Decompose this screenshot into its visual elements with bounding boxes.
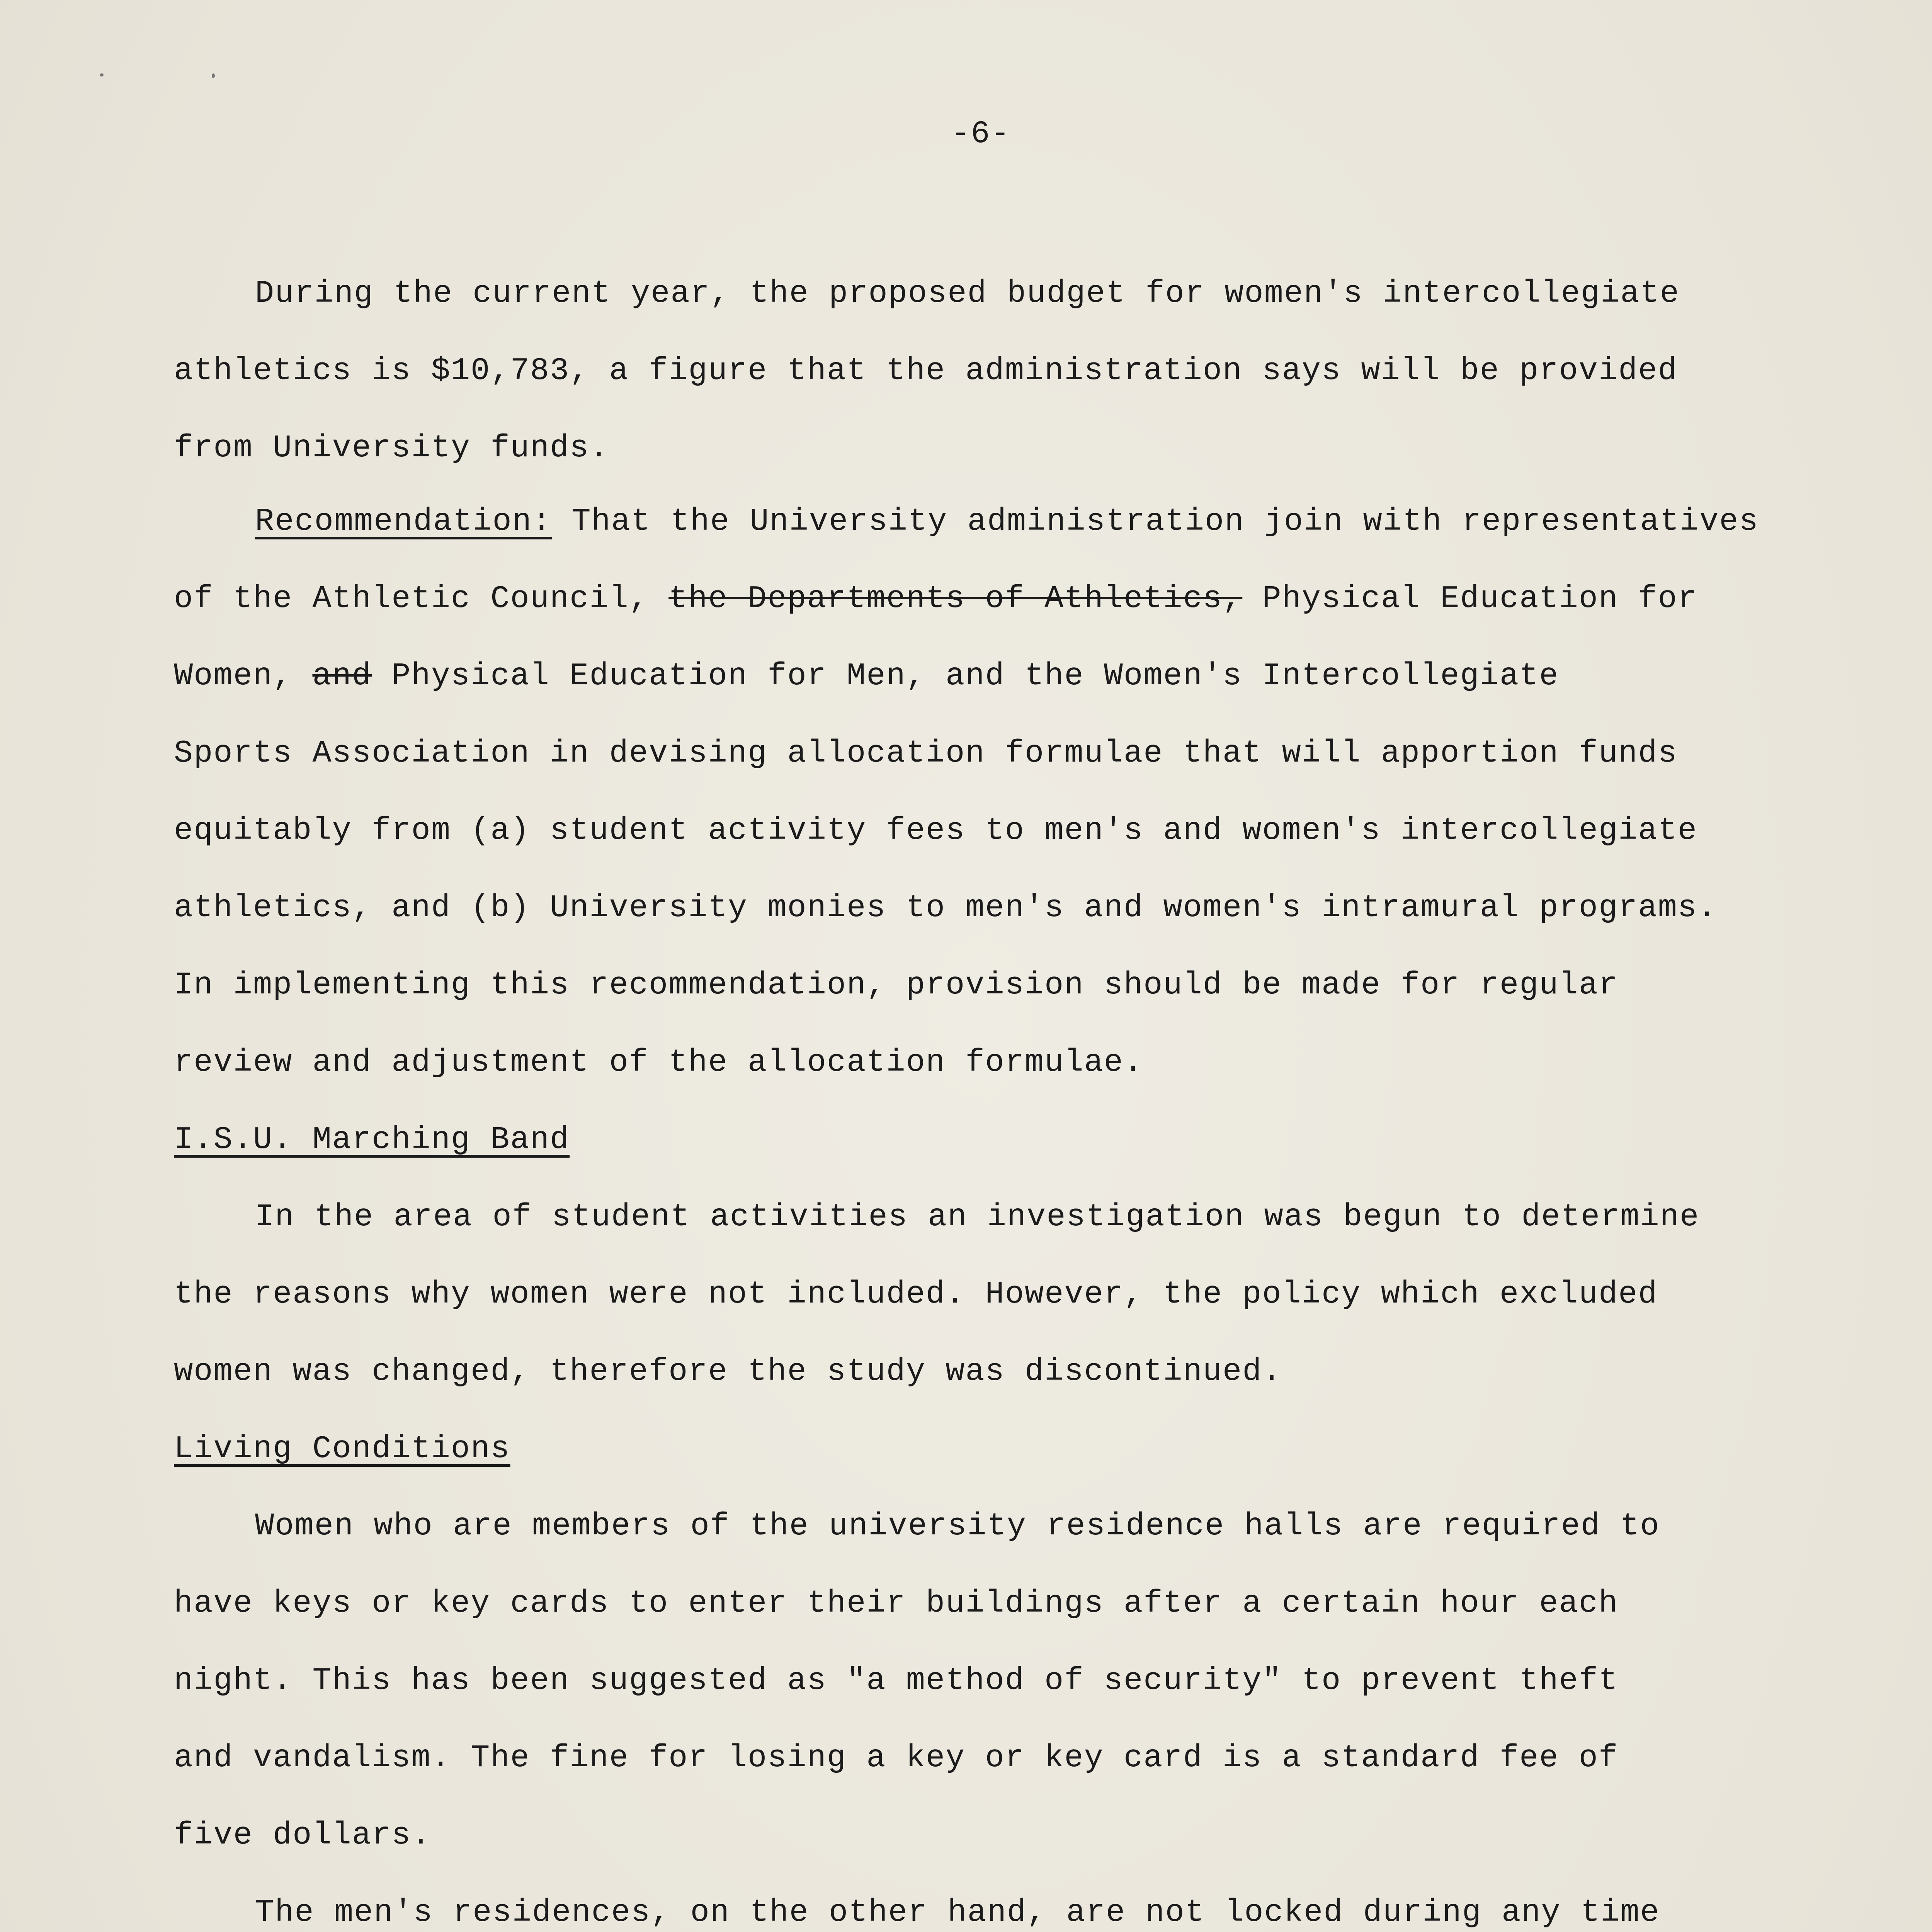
text-line: equitably from (a) student activity fees to men's and women's intercollegiate (174, 813, 1698, 849)
text-line: During the current year, the proposed budget for women's intercollegiate (255, 276, 1680, 311)
text-line: The men's residences, on the other hand, are not locked during any time (255, 1895, 1660, 1930)
text-segment: Women, (174, 658, 313, 694)
page-number: -6- (951, 116, 1010, 152)
text-line: In the area of student activities an investigation was begun to determine (255, 1199, 1700, 1235)
text-line: the reasons why women were not included. However, the policy which excluded (174, 1276, 1658, 1312)
text-line (174, 657, 1559, 696)
text-segment: Physical Education for Men, and the Women's Intercollegiate (372, 658, 1559, 694)
text-line (255, 502, 1759, 541)
text-line (174, 580, 1697, 618)
section-heading: Living Conditions (174, 1431, 510, 1467)
text-line: from University funds. (174, 430, 609, 466)
text-line: athletics, and (b) University monies to men's and women's intramural programs. (174, 890, 1718, 926)
text-line: have keys or key cards to enter their buildings after a certain hour each (174, 1585, 1619, 1621)
text-line: and vandalism. The fine for losing a key or key card is a standard fee of (174, 1740, 1619, 1776)
text-line: women was changed, therefore the study was discontinued. (174, 1354, 1282, 1389)
text-line: Women who are members of the university residence halls are required to (255, 1508, 1660, 1544)
text-line: night. This has been suggested as "a method of security" to prevent theft (174, 1663, 1619, 1699)
recommendation-text: That the University administration join with representatives (571, 503, 1759, 539)
section-heading: I.S.U. Marching Band (174, 1122, 570, 1158)
text-line: In implementing this recommendation, provision should be made for regular (174, 967, 1619, 1003)
text-line: review and adjustment of the allocation formulae. (174, 1044, 1144, 1080)
recommendation-label: Recommendation: (255, 503, 552, 539)
text-line: athletics is $10,783, a figure that the administration says will be provided (174, 353, 1678, 389)
paper-speck (100, 73, 104, 77)
struck-text: and (312, 658, 372, 694)
text-segment: Physical Education for (1242, 581, 1698, 617)
text-segment: of the Athletic Council, (174, 581, 669, 617)
struck-text: the Departments of Athletics, (668, 581, 1243, 617)
text-line: Sports Association in devising allocation formulae that will apportion funds (174, 735, 1678, 771)
paper-speck (212, 73, 215, 78)
text-line: five dollars. (174, 1817, 431, 1853)
